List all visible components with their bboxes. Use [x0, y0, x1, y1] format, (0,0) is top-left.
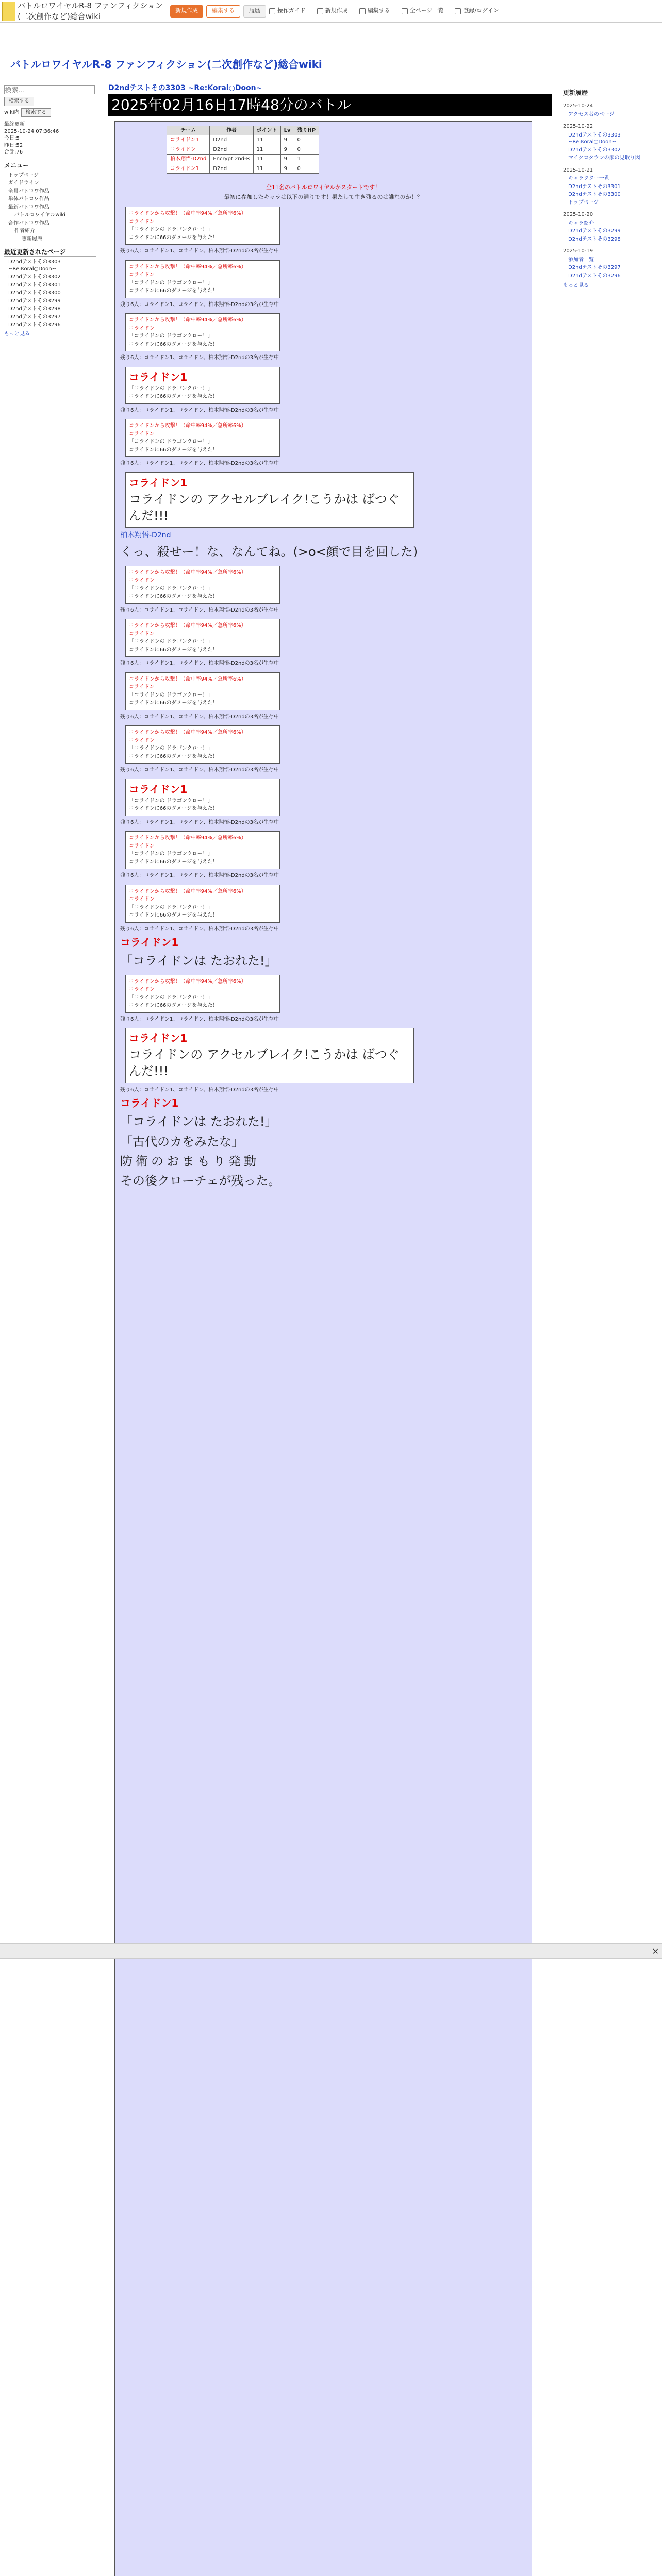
menu-item[interactable]: ガイドライン — [8, 180, 39, 187]
ancient-power-text: 「古代のカをみたな」 — [120, 1134, 244, 1149]
participant-table: チーム 作者 ポイント Lv 残りHP コライドン1 D2nd 11 9 0 コライドン D2nd 11 9 0 柏木翔悟-D2nd Encrypt 2nd-R 11 9 1 コライドン1 D2nd 11 9 0 — [167, 126, 319, 174]
turn-summary: 残り6人：コライドン1、コライドン、柏木翔悟-D2ndの3名が生存中 — [120, 407, 279, 413]
recent-page-link[interactable]: D2ndテストその3300 — [8, 290, 61, 296]
recent-pages-heading: 最近更新されたページ — [4, 248, 96, 257]
recent-page-link[interactable]: D2ndテストその3302 — [8, 274, 61, 280]
turn-summary: 残り6人：コライドン1、コライドン、柏木翔悟-D2ndの3名が生存中 — [120, 819, 279, 825]
edit-button[interactable]: 編集する — [206, 5, 240, 18]
attack-log: コライドンから攻撃！（命中率94%／急所率6%） コライドン 「コライドンの ドラゴンクロー！」 コライドンに66のダメージを与えた！ — [125, 831, 280, 869]
attack-log: コライドンから攻撃！（命中率94%／急所率6%） コライドン 「コライドンの ドラゴンクロー！」 コライドンに66のダメージを与えた！ — [125, 725, 280, 764]
survivor-text: その後クローチェが残った。 — [120, 1174, 281, 1189]
turn-summary: 残り6人：コライドン1、コライドン、柏木翔悟-D2ndの3名が生存中 — [120, 926, 279, 932]
menu-item[interactable]: バトルロワイヤルwiki — [14, 212, 65, 218]
recent-page-link[interactable]: D2ndテストその3297 — [8, 314, 61, 320]
site-logo[interactable] — [0, 1, 170, 22]
turn-summary: 残り6人：コライドン1、コライドン、柏木翔悟-D2ndの3名が生存中 — [120, 714, 279, 720]
history-heading: 更新履歴 — [563, 89, 659, 97]
logo-icon — [2, 2, 15, 21]
history-button[interactable]: 履歴 — [243, 5, 266, 18]
turn-summary: 残り6人：コライドン1、コライドン、柏木翔悟-D2ndの3名が生存中 — [120, 1087, 279, 1093]
table-row: コライドン1 D2nd 11 9 0 — [167, 164, 319, 174]
battle-heading: 2025年02月16日17時48分のバトル — [108, 94, 552, 116]
guide-link[interactable]: 操作ガイド — [269, 7, 306, 15]
search-input[interactable] — [4, 85, 95, 94]
turn-summary: 残り6人：コライドン1、コライドン、柏木翔悟-D2ndの3名が生存中 — [120, 607, 279, 613]
menu-heading: メニュー — [4, 161, 96, 170]
attack-log: コライドン1 「コライドンの ドラゴンクロー！」 コライドンに66のダメージを与えた！ — [125, 367, 280, 404]
recent-date: 2025-10-24 07:36:46 — [4, 128, 59, 134]
google-search-button[interactable]: 検索する — [21, 108, 51, 117]
search-button[interactable]: 検索する — [4, 97, 34, 106]
attack-log: コライドンから攻撃！（命中率94%／急所率6%） コライドン 「コライドンの ドラゴンクロー！」 コライドンに66のダメージを与えた！ — [125, 619, 280, 657]
attack-log: コライドン1 「コライドンの ドラゴンクロー！」 コライドンに66のダメージを与えた！ — [125, 779, 280, 816]
edit-link[interactable]: 編集する — [359, 7, 390, 15]
turn-summary: 残り6人：コライドン1、コライドン、柏木翔悟-D2ndの3名が生存中 — [120, 461, 279, 467]
fell-text: 「コライドンは たおれた!」 — [120, 954, 277, 969]
history-link[interactable]: キャラ紹介 — [568, 220, 594, 226]
new-link[interactable]: 新規作成 — [317, 7, 348, 15]
attack-log: コライドンから攻撃！（命中率94%／急所率6%） コライドン 「コライドンの ドラゴンクロー！」 コライドンに66のダメージを与えた！ — [125, 672, 280, 710]
attack-log: コライドンから攻撃！（命中率94%／急所率6%） コライドン 「コライドンの ドラゴンクロー！」 コライドンに66のダメージを与えた！ — [125, 566, 280, 604]
page-title: D2ndテストその3303 ~Re:Koral○Doon~ — [108, 84, 262, 92]
close-icon[interactable]: ✕ — [652, 1946, 659, 1956]
more-link[interactable]: もっと見る — [563, 283, 589, 289]
menu-item[interactable]: トップページ — [8, 172, 39, 178]
menu-item[interactable]: 合作バトロワ作品 — [8, 220, 49, 226]
menu-item[interactable]: 全員バトロワ作品 — [8, 188, 49, 194]
history-link[interactable]: トップページ — [568, 199, 599, 206]
new-page-button[interactable]: 新規作成 — [170, 5, 203, 18]
menu-item[interactable]: 単体バトロワ作品 — [8, 196, 49, 202]
turn-summary: 残り6人：コライドン1、コライドン、柏木翔悟-D2ndの3名が生存中 — [120, 248, 279, 255]
access-yesterday: 昨日:52 — [4, 142, 23, 148]
intro-subtext: 最初に参加したキャラは以下の通りです！果たして生き残るのは誰なのか！？ — [224, 194, 423, 201]
kashiwagi-name: 柏木翔悟-D2nd — [120, 531, 171, 540]
login-link[interactable]: 登録/ログイン — [455, 7, 499, 15]
table-row: 柏木翔悟-D2nd Encrypt 2nd-R 11 9 1 — [167, 155, 319, 164]
history-date: 2025-10-19 — [563, 248, 593, 255]
history-link[interactable]: マイクロタウンの家の見取り図 — [568, 155, 640, 161]
turn-summary: 残り6人：コライドン1、コライドン、柏木翔悟-D2ndの3名が生存中 — [120, 873, 279, 879]
history-link[interactable]: キャラクター一覧 — [568, 176, 609, 182]
history-link[interactable]: D2ndテストその3300 — [568, 192, 621, 198]
plus-icon — [317, 8, 323, 14]
site-name: バトルロワイヤルR-8 ファンフィクション(二次創作など)総合wiki — [18, 1, 163, 21]
recent-page-link[interactable]: D2ndテストその3301 — [8, 282, 61, 288]
top-bar — [0, 0, 662, 23]
ad-banner — [0, 1943, 662, 1959]
history-link[interactable]: D2ndテストその3303 ~Re:Koral○Doon~ — [568, 132, 621, 145]
intro-text: 全11名のバトルロワイヤルがスタートです！ — [266, 184, 381, 191]
recent-page-link[interactable]: D2ndテストその3303 ~Re:Koral○Doon~ — [8, 259, 61, 272]
attack-log: コライドンから攻撃！（命中率94%／急所率6%） コライドン 「コライドンの ドラゴンクロー！」 コライドンに66のダメージを与えた！ — [125, 260, 280, 298]
history-date: 2025-10-22 — [563, 124, 593, 130]
attack-log: コライドンから攻撃！（命中率94%／急所率6%） コライドン 「コライドンの ドラゴンクロー！」 コライドンに66のダメージを与えた！ — [125, 207, 280, 245]
all-pages-link[interactable]: 全ページ一覧 — [402, 7, 444, 15]
guide-icon — [269, 8, 275, 14]
recent-page-link[interactable]: D2ndテストその3298 — [8, 306, 61, 312]
list-icon — [402, 8, 408, 14]
collide-name: コライドン1 — [120, 1097, 179, 1110]
recent-label: 最終更新 — [4, 122, 25, 127]
pencil-icon — [359, 8, 366, 14]
table-row: コライドン1 D2nd 11 9 0 — [167, 135, 319, 145]
special-attack-log: コライドン1 コライドンの アクセルブレイク!こうかは ばつぐんだ!!! — [125, 1028, 414, 1083]
collide-name: コライドン1 — [120, 936, 179, 949]
turn-summary: 残り6人：コライドン1、コライドン、柏木翔悟-D2ndの3名が生存中 — [120, 1016, 279, 1022]
recent-page-link[interactable]: D2ndテストその3299 — [8, 298, 61, 304]
menu-item[interactable]: 作者紹介 — [14, 228, 35, 234]
user-icon — [455, 8, 461, 14]
access-today: 今日:5 — [4, 135, 20, 141]
table-row: コライドン D2nd 11 9 0 — [167, 145, 319, 155]
charm-text: 防衛のおまもり発動 — [120, 1154, 259, 1169]
turn-summary: 残り6人：コライドン1、コライドン、柏木翔悟-D2ndの3名が生存中 — [120, 660, 279, 667]
history-link[interactable]: アクセス者のページ — [568, 111, 615, 117]
attack-log: コライドンから攻撃！（命中率94%／急所率6%） コライドン 「コライドンの ドラゴンクロー！」 コライドンに66のダメージを与えた！ — [125, 419, 280, 457]
history-link[interactable]: D2ndテストその3297 — [568, 265, 621, 271]
turn-summary: 残り6人：コライドン1、コライドン、柏木翔悟-D2ndの3名が生存中 — [120, 301, 279, 308]
history-date: 2025-10-20 — [563, 212, 593, 218]
history-link[interactable]: D2ndテストその3298 — [568, 236, 621, 242]
menu-item[interactable]: 最新バトロワ作品 — [8, 204, 49, 210]
history-link[interactable]: 参加者一覧 — [568, 257, 594, 263]
special-attack-log: コライドン1 コライドンの アクセルブレイク!こうかは ばつぐんだ!!! — [125, 472, 414, 528]
wiki-scope-label: wiki内 — [4, 109, 20, 115]
attack-log: コライドンから攻撃！（命中率94%／急所率6%） コライドン 「コライドンの ドラゴンクロー！」 コライドンに66のダメージを与えた！ — [125, 975, 280, 1013]
access-total: 合計:76 — [4, 149, 23, 155]
site-title[interactable]: バトルロワイヤルR-8 ファンフィクション(二次創作など)総合wiki — [10, 58, 322, 71]
menu-item[interactable]: 更新履歴 — [22, 236, 42, 242]
recent-page-link[interactable]: D2ndテストその3296 — [8, 322, 61, 328]
history-link[interactable]: D2ndテストその3301 — [568, 183, 621, 190]
history-date: 2025-10-24 — [563, 103, 593, 109]
left-sidebar — [4, 83, 96, 337]
battle-log-panel — [114, 121, 532, 2576]
history-link[interactable]: D2ndテストその3299 — [568, 228, 621, 234]
history-link[interactable]: D2ndテストその3302 — [568, 147, 621, 153]
turn-summary: 残り6人：コライドン1、コライドン、柏木翔悟-D2ndの3名が生存中 — [120, 767, 279, 773]
kashiwagi-quote: くっ、殺せー！な、なんてね。(>o<顔で目を回した) — [120, 545, 418, 560]
fell-text: 「コライドンは たおれた!」 — [120, 1114, 277, 1129]
attack-log: コライドンから攻撃！（命中率94%／急所率6%） コライドン 「コライドンの ドラゴンクロー！」 コライドンに66のダメージを与えた！ — [125, 885, 280, 923]
history-link[interactable]: D2ndテストその3296 — [568, 273, 621, 279]
main-content — [108, 83, 552, 2576]
attack-log: コライドンから攻撃！（命中率94%／急所率6%） コライドン 「コライドンの ドラゴンクロー！」 コライドンに66のダメージを与えた！ — [125, 313, 280, 351]
more-link[interactable]: もっと見る — [4, 331, 30, 337]
right-sidebar — [563, 88, 659, 290]
turn-summary: 残り6人：コライドン1、コライドン、柏木翔悟-D2ndの3名が生存中 — [120, 355, 279, 361]
history-date: 2025-10-21 — [563, 167, 593, 173]
